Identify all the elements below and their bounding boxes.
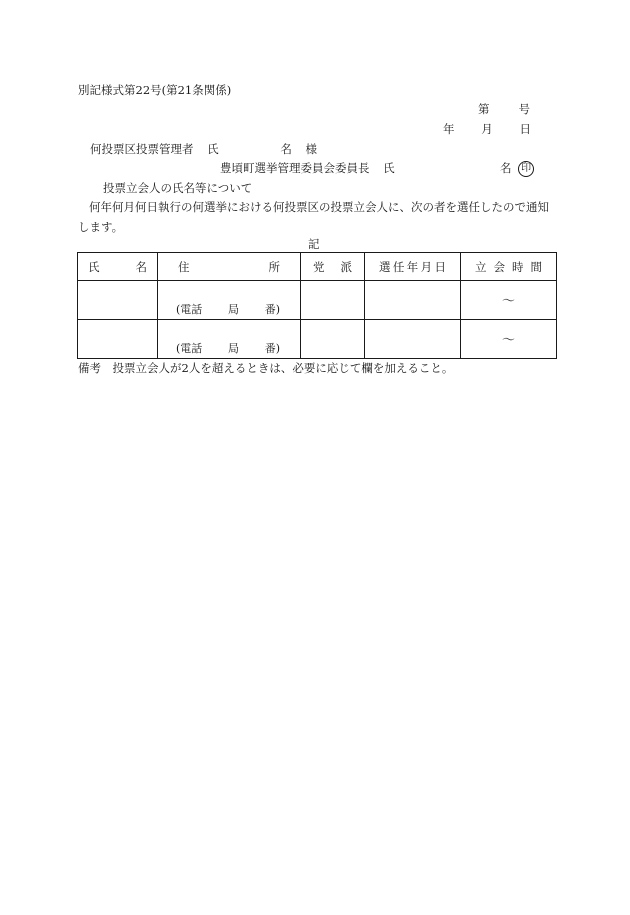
phone-part: (電話 [176,303,203,316]
header-party [301,253,365,281]
header-char: 住 [178,259,190,274]
header-char: 年 [406,259,419,274]
header-char: 選 [379,259,391,274]
roster-table [77,252,557,359]
document-number-line [478,101,530,117]
phone-part: 番) [264,342,280,355]
phone-part: 番) [264,303,280,316]
cell-party [301,281,365,320]
header-address [158,253,301,281]
header-char: 会 [493,259,505,274]
header-char: 月 [420,259,433,274]
addressee-sama: 様 [305,142,317,156]
remarks-line: 備考 投票立会人が2人を超えるときは、必要に応じて欄を加えること。 [78,361,454,375]
header-char: 任 [392,259,405,274]
subject-line: 投票立会人の氏名等について [103,181,253,195]
dai-label: 第 [478,102,490,116]
month-label: 月 [481,122,493,136]
header-appointed [365,253,461,281]
header-name [78,253,158,281]
form-heading: 別記様式第22号(第21条関係) [78,83,232,97]
cell-address [158,281,301,320]
table-row [78,320,557,359]
addressee-line [90,141,317,157]
phone-part: 局 [228,303,239,316]
year-label: 年 [443,122,455,136]
header-char: 日 [434,259,446,274]
addressee-mei: 名 [280,142,292,156]
header-hours [461,253,557,281]
ki-heading: 記 [308,237,320,251]
phone-label [176,301,280,317]
phone-part: 局 [228,342,239,355]
day-label: 日 [519,122,531,136]
body-text: 何年何月何日執行の何選挙における何投票区の投票立会人に、次の者を選任したので通知します。 [78,200,549,234]
header-char: 派 [340,259,352,274]
cell-address [158,320,301,359]
cell-hours [461,281,557,320]
header-char: 名 [135,259,147,274]
phone-part: (電話 [176,342,203,355]
header-char: 時 [512,259,524,274]
header-char: 間 [530,259,542,274]
sender-title: 豊頃町選挙管理委員会委員長 [220,161,370,175]
go-label: 号 [518,102,530,116]
cell-hours [461,320,557,359]
cell-party [301,320,365,359]
cell-name [78,281,158,320]
date-line [443,121,531,137]
header-char: 氏 [88,259,100,274]
table-row [78,281,557,320]
tilde-mark: 〜 [501,294,515,309]
header-char: 立 [475,259,487,274]
phone-label [176,340,280,356]
header-row [78,253,557,281]
sender-shi: 氏 [383,161,395,175]
cell-name [78,320,158,359]
cell-appointed [365,320,461,359]
addressee-title: 何投票区投票管理者 [90,142,194,156]
header-char: 党 [313,259,325,274]
addressee-shi: 氏 [207,142,219,156]
sender-line [220,160,534,177]
tilde-mark: 〜 [501,333,515,348]
cell-appointed [365,281,461,320]
sender-mei: 名 [499,161,512,175]
header-char: 所 [268,259,280,274]
seal-mark: 印 [518,161,534,177]
